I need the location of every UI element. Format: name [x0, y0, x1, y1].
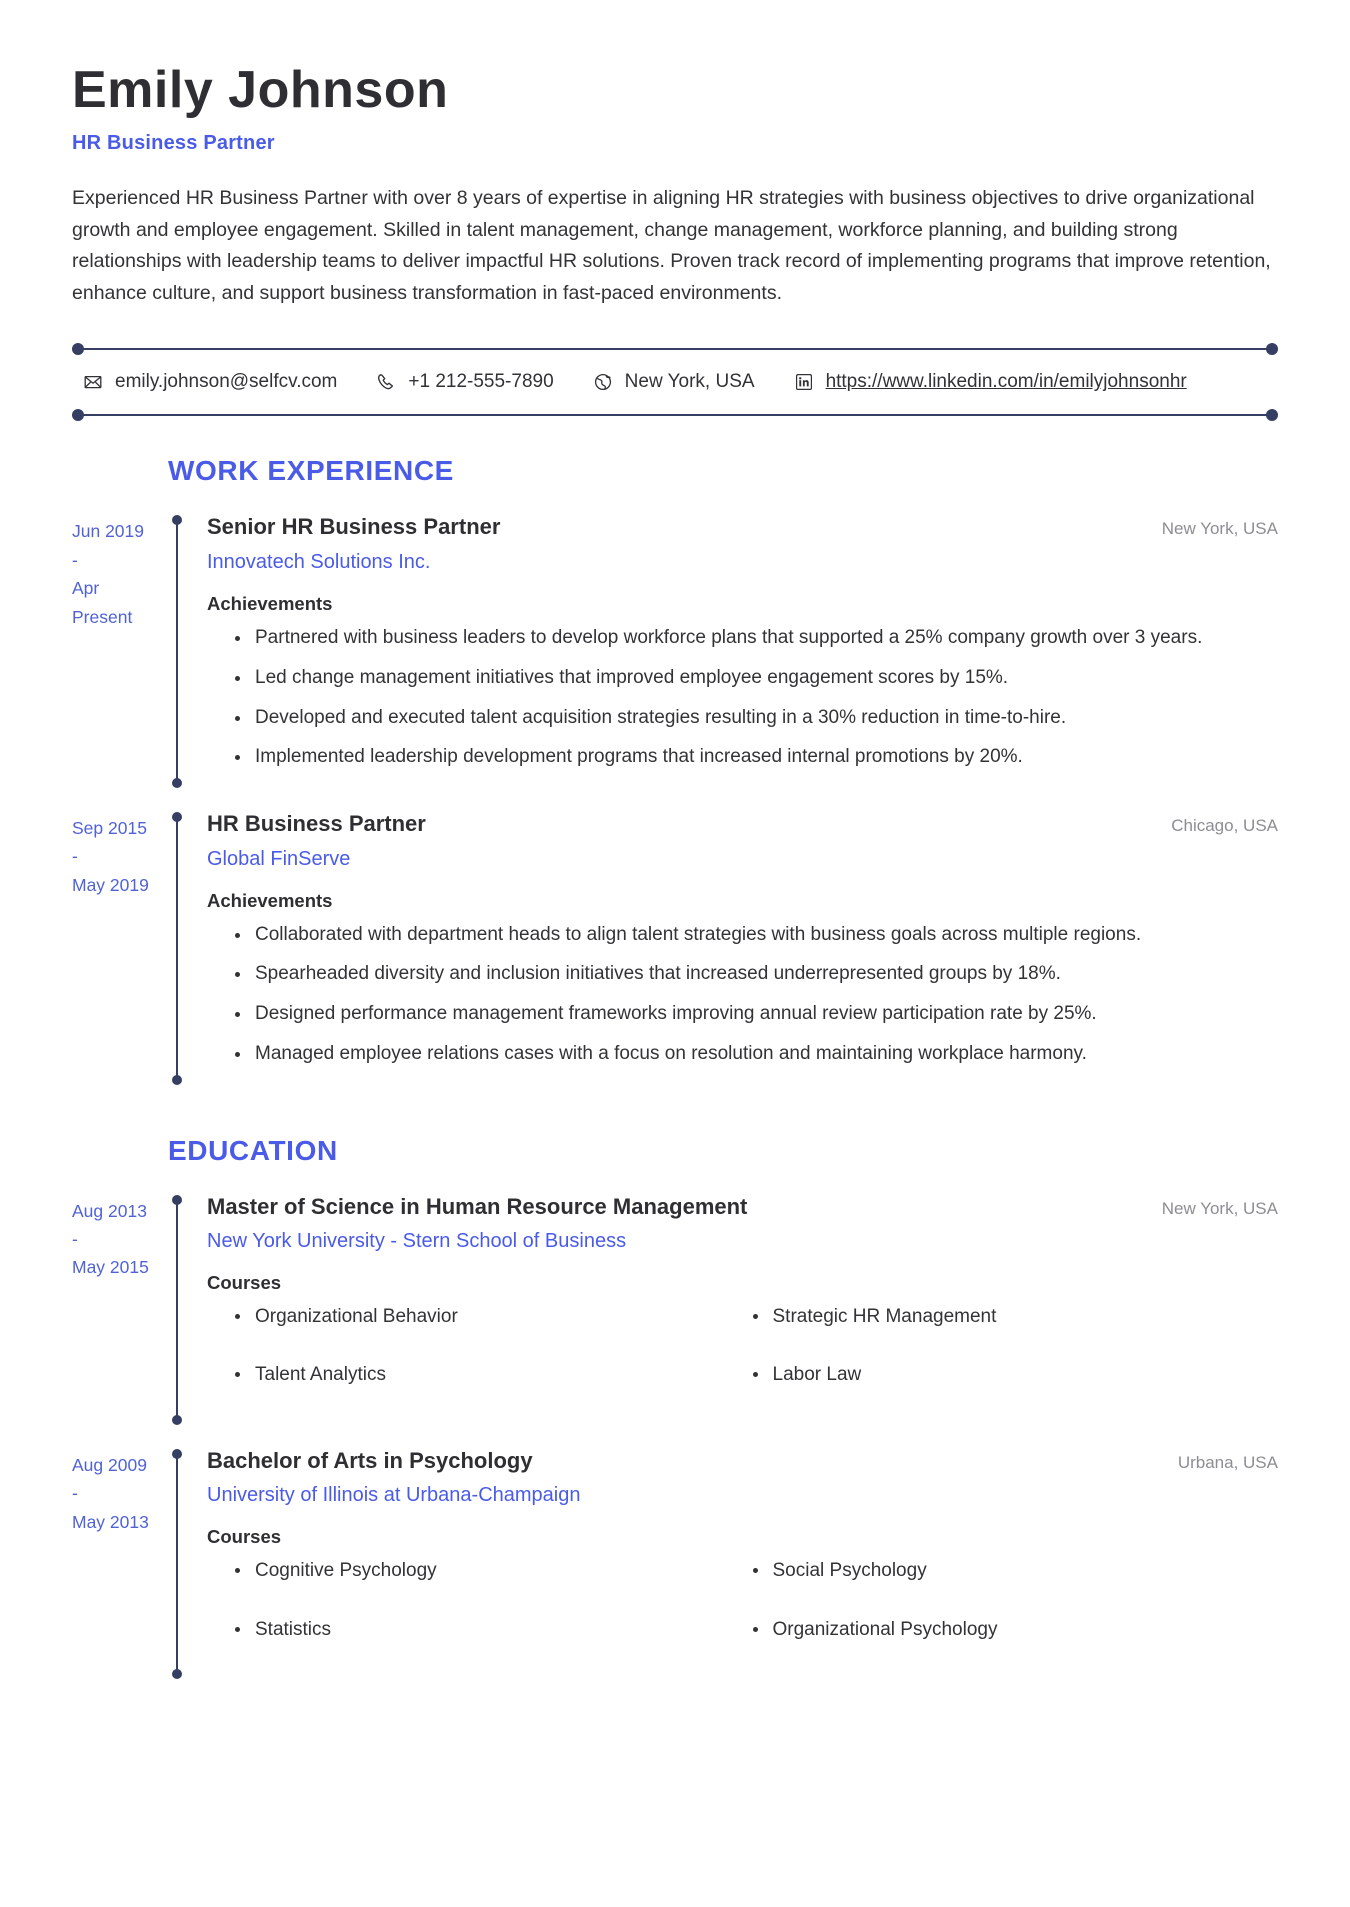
work-entry-role: Senior HR Business Partner	[207, 514, 501, 540]
list-item: Organizational Behavior	[253, 1302, 761, 1360]
education-entry-dates	[72, 1193, 167, 1425]
list-item: Implemented leadership development programs that increased internal promotions by 20%.	[253, 742, 1278, 773]
globe-icon	[592, 371, 614, 393]
contact-divider-bottom	[72, 409, 1278, 421]
timeline-rail	[167, 1447, 189, 1679]
education-entry-location: Urbana, USA	[1177, 1452, 1278, 1472]
work-entry	[72, 810, 1278, 1085]
education-entry-location: New York, USA	[1161, 1198, 1278, 1218]
timeline-bar	[176, 816, 178, 1081]
linkedin-icon	[793, 371, 815, 393]
education-entry-courses-list	[207, 1302, 1278, 1419]
education-entry-institution: University of Illinois at Urbana-Champaign	[207, 1484, 581, 1507]
contact-linkedin-text[interactable]: https://www.linkedin.com/in/emilyjohnsonhr	[825, 371, 1187, 393]
page-title: Emily Johnson	[72, 61, 449, 119]
date-end-line-1: May 2015	[72, 1257, 149, 1278]
work-entry	[72, 513, 1278, 788]
work-entry-head	[207, 810, 1278, 838]
list-item: Talent Analytics	[253, 1360, 761, 1418]
date-end-line-1: May 2019	[72, 874, 149, 895]
timeline-bar	[176, 1199, 178, 1421]
divider-line	[78, 348, 1272, 350]
phone-icon	[375, 371, 397, 393]
profile-summary: Experienced HR Business Partner with over 8 years of expertise in aligning HR strategies with business objectives to drive organizational growth and employee engagement. Skilled in talent management, change management, workforce planning, and building strong relationships with leadership teams to deliver impactful HR solutions. Proven track record of implementing programs that improve retention, enhance culture, and support business transformation in fast-paced environments.	[72, 187, 1271, 304]
date-start: Aug 2009	[72, 1454, 147, 1475]
list-item: Collaborated with department heads to align talent strategies with business goals across multiple regions.	[253, 920, 1278, 951]
work-entry-organization: Innovatech Solutions Inc.	[207, 550, 431, 573]
list-item: Labor Law	[771, 1360, 1279, 1418]
date-dash: -	[72, 1228, 78, 1249]
contact-row	[72, 355, 1278, 409]
contact-email-text: emily.johnson@selfcv.com	[115, 371, 338, 393]
list-item: Designed performance management frameworks improving annual review participation rate by 25%.	[253, 999, 1278, 1030]
timeline-rail	[167, 810, 189, 1085]
divider-dot-right	[1266, 343, 1278, 355]
timeline-rail	[167, 1193, 189, 1425]
education-entry-courses-label: Courses	[207, 1272, 282, 1294]
work-entry-body	[189, 810, 1278, 1085]
work-entry-location: New York, USA	[1161, 519, 1278, 539]
education-entry-body	[189, 1193, 1278, 1425]
date-start: Aug 2013	[72, 1200, 147, 1221]
date-start: Jun 2019	[72, 521, 145, 542]
education-entry-institution: New York University - Stern School of Business	[207, 1230, 627, 1253]
education-entry-courses-list	[207, 1556, 1278, 1673]
section-title-work-experience: WORK EXPERIENCE	[168, 455, 454, 487]
timeline-dot-bottom	[172, 1075, 182, 1085]
contact-phone[interactable]	[375, 371, 553, 393]
divider-dot-right	[1266, 409, 1278, 421]
section-title-education: EDUCATION	[168, 1134, 338, 1166]
work-entry-location: Chicago, USA	[1171, 816, 1278, 836]
education-entry-head	[207, 1193, 1278, 1221]
contact-band	[72, 343, 1278, 421]
section-education	[72, 1135, 1278, 1680]
timeline-bar	[176, 519, 178, 784]
timeline-dot-bottom	[172, 1669, 182, 1679]
work-entry-achievements-list	[207, 623, 1278, 773]
list-item: Led change management initiatives that improved employee engagement scores by 15%.	[253, 663, 1278, 694]
date-end-line-1: Apr	[72, 578, 100, 599]
work-entry-achievements-label: Achievements	[207, 592, 333, 614]
section-work-experience	[72, 455, 1278, 1084]
education-entry	[72, 1447, 1278, 1679]
timeline-rail	[167, 513, 189, 788]
contact-location	[592, 371, 755, 393]
education-entry-courses-label: Courses	[207, 1526, 282, 1548]
list-item: Organizational Psychology	[771, 1615, 1279, 1673]
list-item: Statistics	[253, 1615, 761, 1673]
education-entry	[72, 1193, 1278, 1425]
timeline-bar	[176, 1453, 178, 1675]
work-entry-role: HR Business Partner	[207, 811, 426, 837]
timeline-dot-bottom	[172, 1415, 182, 1425]
education-entry-degree: Master of Science in Human Resource Management	[207, 1193, 748, 1219]
work-entry-dates	[72, 810, 167, 1085]
list-item: Spearheaded diversity and inclusion initiatives that increased underrepresented groups by 18%.	[253, 959, 1278, 990]
list-item: Cognitive Psychology	[253, 1556, 761, 1614]
list-item: Social Psychology	[771, 1556, 1279, 1614]
date-end-line-2: Present	[72, 606, 133, 627]
timeline-dot-bottom	[172, 778, 182, 788]
work-entry-achievements-label: Achievements	[207, 889, 333, 911]
contact-phone-text: +1 212-555-7890	[408, 371, 554, 393]
job-title: HR Business Partner	[72, 132, 275, 155]
list-item: Managed employee relations cases with a focus on resolution and maintaining workplace harmony.	[253, 1039, 1278, 1070]
work-entry-achievements-list	[207, 920, 1278, 1070]
list-item: Partnered with business leaders to develop workforce plans that supported a 25% company growth over 3 years.	[253, 623, 1278, 654]
work-entry-dates	[72, 513, 167, 788]
date-dash: -	[72, 1483, 78, 1504]
contact-divider-top	[72, 343, 1278, 355]
date-dash: -	[72, 846, 78, 867]
education-entry-degree: Bachelor of Arts in Psychology	[207, 1447, 533, 1473]
work-entry-head	[207, 513, 1278, 541]
education-entry-head	[207, 1447, 1278, 1475]
date-start: Sep 2015	[72, 818, 147, 839]
contact-linkedin[interactable]	[793, 371, 1187, 393]
work-entry-organization: Global FinServe	[207, 847, 351, 870]
envelope-icon	[82, 371, 104, 393]
education-entry-body	[189, 1447, 1278, 1679]
divider-line	[78, 414, 1272, 416]
list-item: Strategic HR Management	[771, 1302, 1279, 1360]
contact-email[interactable]	[82, 371, 337, 393]
list-item: Developed and executed talent acquisition strategies resulting in a 30% reduction in time-to-hire.	[253, 703, 1278, 734]
date-dash: -	[72, 549, 78, 570]
work-entry-body	[189, 513, 1278, 788]
date-end-line-1: May 2013	[72, 1511, 149, 1532]
contact-location-text: New York, USA	[624, 371, 755, 393]
education-entry-dates	[72, 1447, 167, 1679]
